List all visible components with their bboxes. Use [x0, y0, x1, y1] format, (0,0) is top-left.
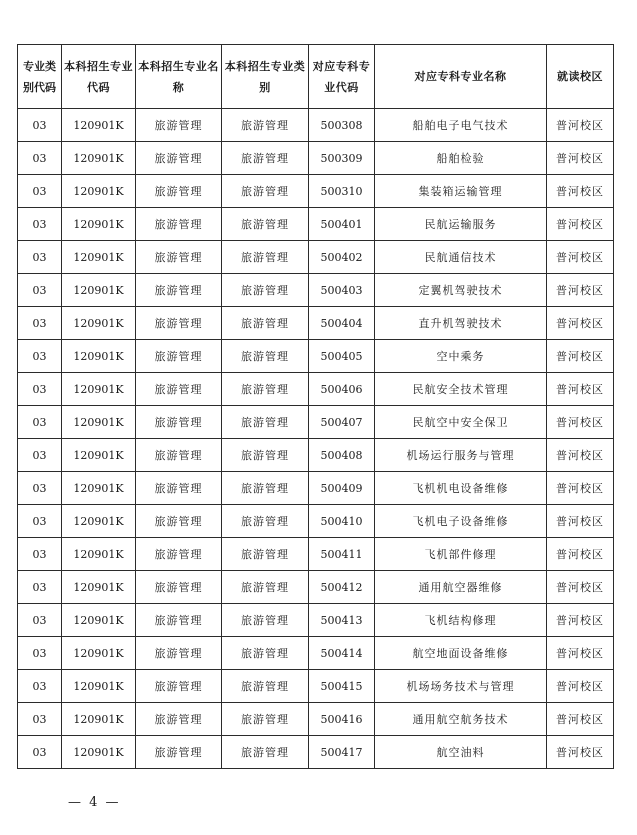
cell-category-code: 03 [18, 472, 62, 505]
cell-jc-code: 500404 [309, 307, 375, 340]
cell-ug-type: 旅游管理 [222, 373, 309, 406]
cell-ug-name: 旅游管理 [136, 241, 222, 274]
cell-campus: 普河校区 [547, 439, 614, 472]
cell-ug-type: 旅游管理 [222, 175, 309, 208]
cell-ug-name: 旅游管理 [136, 142, 222, 175]
cell-jc-code: 500408 [309, 439, 375, 472]
cell-ug-type: 旅游管理 [222, 670, 309, 703]
cell-ug-code: 120901K [62, 274, 136, 307]
cell-category-code: 03 [18, 340, 62, 373]
cell-ug-name: 旅游管理 [136, 307, 222, 340]
cell-jc-name: 集装箱运输管理 [375, 175, 547, 208]
table-row [18, 307, 614, 340]
cell-campus: 普河校区 [547, 571, 614, 604]
cell-ug-code: 120901K [62, 109, 136, 142]
cell-category-code: 03 [18, 604, 62, 637]
cell-ug-name: 旅游管理 [136, 703, 222, 736]
cell-ug-name: 旅游管理 [136, 175, 222, 208]
cell-category-code: 03 [18, 175, 62, 208]
header-jc-code: 对应专科专业代码 [309, 45, 375, 109]
cell-ug-name: 旅游管理 [136, 472, 222, 505]
cell-jc-code: 500309 [309, 142, 375, 175]
cell-jc-code: 500409 [309, 472, 375, 505]
cell-jc-code: 500310 [309, 175, 375, 208]
cell-category-code: 03 [18, 373, 62, 406]
cell-jc-code: 500401 [309, 208, 375, 241]
header-ug-type: 本科招生专业类别 [222, 45, 309, 109]
cell-jc-code: 500407 [309, 406, 375, 439]
cell-ug-name: 旅游管理 [136, 208, 222, 241]
cell-campus: 普河校区 [547, 703, 614, 736]
table-row [18, 637, 614, 670]
cell-ug-type: 旅游管理 [222, 637, 309, 670]
page-number: — 4 — [68, 795, 121, 810]
cell-jc-code: 500403 [309, 274, 375, 307]
cell-campus: 普河校区 [547, 241, 614, 274]
cell-campus: 普河校区 [547, 142, 614, 175]
cell-jc-name: 航空地面设备维修 [375, 637, 547, 670]
cell-jc-name: 民航安全技术管理 [375, 373, 547, 406]
cell-category-code: 03 [18, 505, 62, 538]
table-row [18, 208, 614, 241]
cell-ug-name: 旅游管理 [136, 439, 222, 472]
header-category-code: 专业类别代码 [18, 45, 62, 109]
cell-ug-code: 120901K [62, 406, 136, 439]
cell-jc-code: 500406 [309, 373, 375, 406]
table-row [18, 703, 614, 736]
cell-ug-code: 120901K [62, 703, 136, 736]
cell-category-code: 03 [18, 406, 62, 439]
cell-jc-name: 直升机驾驶技术 [375, 307, 547, 340]
cell-jc-name: 通用航空航务技术 [375, 703, 547, 736]
cell-jc-code: 500415 [309, 670, 375, 703]
cell-campus: 普河校区 [547, 637, 614, 670]
cell-ug-code: 120901K [62, 472, 136, 505]
table-row [18, 175, 614, 208]
cell-jc-name: 定翼机驾驶技术 [375, 274, 547, 307]
table-row [18, 571, 614, 604]
cell-ug-code: 120901K [62, 439, 136, 472]
cell-campus: 普河校区 [547, 175, 614, 208]
table-row [18, 109, 614, 142]
cell-campus: 普河校区 [547, 736, 614, 769]
cell-jc-code: 500416 [309, 703, 375, 736]
cell-campus: 普河校区 [547, 373, 614, 406]
cell-ug-name: 旅游管理 [136, 670, 222, 703]
cell-jc-name: 飞机电子设备维修 [375, 505, 547, 538]
cell-campus: 普河校区 [547, 670, 614, 703]
table-row [18, 439, 614, 472]
cell-jc-name: 飞机机电设备维修 [375, 472, 547, 505]
cell-ug-code: 120901K [62, 340, 136, 373]
cell-jc-name: 空中乘务 [375, 340, 547, 373]
table-row [18, 406, 614, 439]
cell-ug-name: 旅游管理 [136, 571, 222, 604]
cell-ug-type: 旅游管理 [222, 736, 309, 769]
cell-ug-type: 旅游管理 [222, 142, 309, 175]
cell-ug-name: 旅游管理 [136, 505, 222, 538]
cell-ug-name: 旅游管理 [136, 274, 222, 307]
cell-jc-code: 500417 [309, 736, 375, 769]
cell-jc-name: 飞机结构修理 [375, 604, 547, 637]
cell-ug-type: 旅游管理 [222, 472, 309, 505]
cell-ug-code: 120901K [62, 538, 136, 571]
cell-ug-type: 旅游管理 [222, 505, 309, 538]
cell-category-code: 03 [18, 142, 62, 175]
table-row [18, 241, 614, 274]
cell-category-code: 03 [18, 736, 62, 769]
cell-ug-code: 120901K [62, 175, 136, 208]
cell-jc-name: 机场运行服务与管理 [375, 439, 547, 472]
table-row [18, 472, 614, 505]
cell-category-code: 03 [18, 571, 62, 604]
cell-jc-name: 船舶检验 [375, 142, 547, 175]
cell-jc-name: 民航运输服务 [375, 208, 547, 241]
table-body [18, 109, 614, 769]
cell-category-code: 03 [18, 109, 62, 142]
table-row [18, 373, 614, 406]
cell-jc-name: 民航空中安全保卫 [375, 406, 547, 439]
cell-jc-name: 通用航空器维修 [375, 571, 547, 604]
cell-jc-code: 500405 [309, 340, 375, 373]
cell-ug-code: 120901K [62, 373, 136, 406]
cell-ug-code: 120901K [62, 241, 136, 274]
cell-category-code: 03 [18, 307, 62, 340]
cell-category-code: 03 [18, 439, 62, 472]
cell-jc-code: 500402 [309, 241, 375, 274]
cell-campus: 普河校区 [547, 505, 614, 538]
cell-category-code: 03 [18, 538, 62, 571]
cell-category-code: 03 [18, 703, 62, 736]
cell-ug-type: 旅游管理 [222, 208, 309, 241]
header-ug-code: 本科招生专业代码 [62, 45, 136, 109]
cell-campus: 普河校区 [547, 538, 614, 571]
cell-jc-code: 500412 [309, 571, 375, 604]
cell-ug-name: 旅游管理 [136, 538, 222, 571]
cell-campus: 普河校区 [547, 604, 614, 637]
table-header-row [18, 45, 614, 109]
cell-campus: 普河校区 [547, 307, 614, 340]
cell-ug-name: 旅游管理 [136, 736, 222, 769]
cell-ug-code: 120901K [62, 571, 136, 604]
header-jc-name: 对应专科专业名称 [375, 45, 547, 109]
cell-campus: 普河校区 [547, 340, 614, 373]
header-ug-name: 本科招生专业名称 [136, 45, 222, 109]
cell-jc-code: 500411 [309, 538, 375, 571]
header-campus: 就读校区 [547, 45, 614, 109]
cell-ug-type: 旅游管理 [222, 241, 309, 274]
cell-jc-code: 500414 [309, 637, 375, 670]
cell-campus: 普河校区 [547, 109, 614, 142]
cell-jc-code: 500413 [309, 604, 375, 637]
cell-ug-type: 旅游管理 [222, 703, 309, 736]
cell-ug-code: 120901K [62, 142, 136, 175]
majors-table [17, 44, 614, 769]
cell-campus: 普河校区 [547, 208, 614, 241]
table-row [18, 670, 614, 703]
cell-ug-code: 120901K [62, 604, 136, 637]
cell-jc-name: 机场场务技术与管理 [375, 670, 547, 703]
cell-jc-name: 船舶电子电气技术 [375, 109, 547, 142]
cell-ug-code: 120901K [62, 208, 136, 241]
cell-ug-type: 旅游管理 [222, 604, 309, 637]
cell-campus: 普河校区 [547, 472, 614, 505]
cell-category-code: 03 [18, 208, 62, 241]
table-row [18, 538, 614, 571]
cell-jc-name: 民航通信技术 [375, 241, 547, 274]
cell-ug-name: 旅游管理 [136, 604, 222, 637]
cell-ug-type: 旅游管理 [222, 406, 309, 439]
cell-ug-name: 旅游管理 [136, 406, 222, 439]
cell-ug-type: 旅游管理 [222, 274, 309, 307]
cell-jc-name: 航空油料 [375, 736, 547, 769]
cell-ug-code: 120901K [62, 637, 136, 670]
cell-category-code: 03 [18, 637, 62, 670]
cell-ug-type: 旅游管理 [222, 439, 309, 472]
cell-jc-name: 飞机部件修理 [375, 538, 547, 571]
cell-jc-code: 500308 [309, 109, 375, 142]
table-row [18, 736, 614, 769]
cell-ug-type: 旅游管理 [222, 307, 309, 340]
cell-category-code: 03 [18, 670, 62, 703]
cell-ug-code: 120901K [62, 670, 136, 703]
cell-ug-name: 旅游管理 [136, 637, 222, 670]
cell-ug-type: 旅游管理 [222, 571, 309, 604]
cell-ug-code: 120901K [62, 505, 136, 538]
table-row [18, 505, 614, 538]
cell-category-code: 03 [18, 241, 62, 274]
cell-campus: 普河校区 [547, 274, 614, 307]
cell-ug-name: 旅游管理 [136, 109, 222, 142]
cell-category-code: 03 [18, 274, 62, 307]
cell-ug-name: 旅游管理 [136, 373, 222, 406]
cell-jc-code: 500410 [309, 505, 375, 538]
cell-ug-type: 旅游管理 [222, 538, 309, 571]
table-row [18, 274, 614, 307]
cell-ug-type: 旅游管理 [222, 109, 309, 142]
cell-ug-type: 旅游管理 [222, 340, 309, 373]
table-row [18, 340, 614, 373]
cell-ug-name: 旅游管理 [136, 340, 222, 373]
cell-campus: 普河校区 [547, 406, 614, 439]
cell-ug-code: 120901K [62, 736, 136, 769]
table-row [18, 142, 614, 175]
table-row [18, 604, 614, 637]
cell-ug-code: 120901K [62, 307, 136, 340]
